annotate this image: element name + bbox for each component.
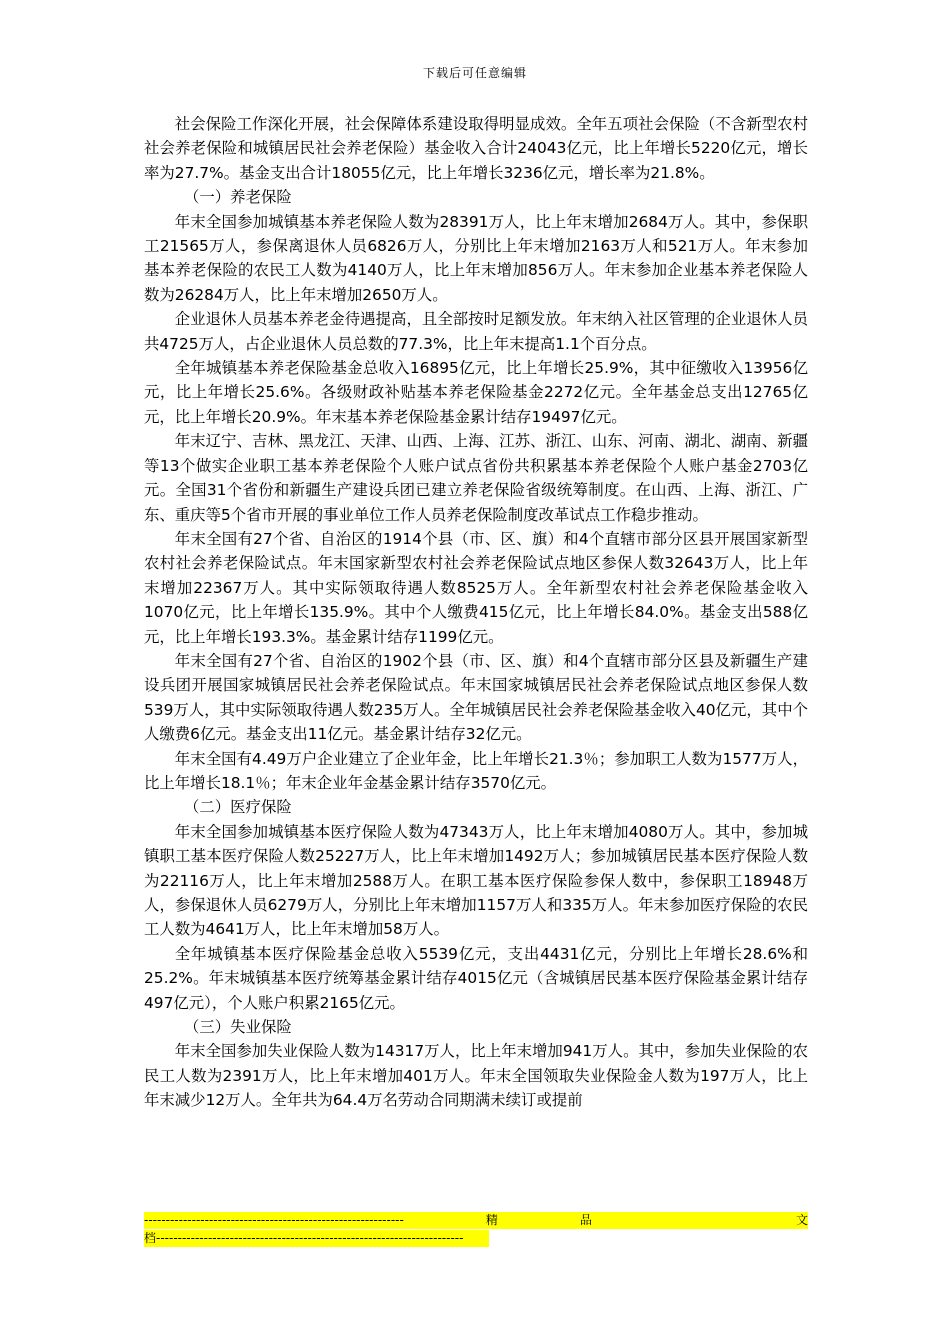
- paragraph: 年末全国参加城镇基本养老保险人数为28391万人，比上年末增加2684万人。其中，参保职工21565万人，参保离退休人员6826万人，分别比上年末增加2163万人和521万人。年末参加基本养老保险的农民工人数为4140万人，比上年末增加856万人。年末参加企业基本养老保险人数为26284万人，比上年末增加2650万人。: [144, 212, 808, 304]
- paragraph: 年末全国参加城镇基本医疗保险人数为47343万人，比上年末增加4080万人。其中，参加城镇职工基本医疗保险人数25227万人，比上年末增加1492万人；参加城镇居民基本医疗保险人数为22116万人，比上年末增加2588万人。在职工基本医疗保险参保人数中，参保职工18948万人，参保退休人员6279万人，分别比上年末增加1157万人和335万人。年末参加医疗保险的农民工人数为4641万人，比上年末增加58万人。: [144, 822, 808, 939]
- footer-char: 文: [795, 1213, 808, 1227]
- paragraph: 企业退休人员基本养老金待遇提高，且全部按时足额发放。年末纳入社区管理的企业退休人员共4725万人，占企业退休人员总数的77.3%，比上年末提高1.1个百分点。: [144, 310, 808, 353]
- section-heading-medical: （二）医疗保险: [184, 798, 292, 817]
- page-header: 下载后可任意编辑: [422, 66, 527, 80]
- paragraph-intro: 社会保险工作深化开展，社会保障体系建设取得明显成效。全年五项社会保险（不含新型农村社会养老保险和城镇居民社会养老保险）基金收入合计24043亿元，比上年增长5220亿元，增长率为27.7%。基金支出合计18055亿元，比上年增长3236亿元，增长率为21.8%。: [144, 115, 808, 182]
- footer-gap: [674, 1212, 714, 1229]
- paragraph: 年末全国有27个省、自治区的1902个县（市、区、旗）和4个直辖市部分区县及新疆生产建设兵团开展国家城镇居民社会养老保险试点。年末国家城镇居民社会养老保险试点地区参保人数539万人，其中实际领取待遇人数235万人。全年城镇居民社会养老保险基金收入40亿元，其中个人缴费6亿元。基金支出11亿元。基金累计结存32亿元。: [144, 651, 808, 744]
- footer-line-2: 档-----------------------------------------------------------------------: [144, 1230, 489, 1247]
- paragraph: 年末全国有27个省、自治区的1914个县（市、区、旗）和4个直辖市部分区县开展国家新型农村社会养老保险试点。年末国家新型农村社会养老保险试点地区参保人数32643万人，比上年末增加22367万人。其中实际领取待遇人数8525万人。全年新型农村社会养老保险基金收入1070亿元，比上年增长135.9%。其中个人缴费415亿元，比上年增长84.0%。基金支出588亿元，比上年增长193.3%。基金累计结存1199亿元。: [144, 529, 808, 646]
- paragraph: 全年城镇基本医疗保险基金总收入5539亿元，支出4431亿元，分别比上年增长28.6%和25.2%。年末城镇基本医疗统筹基金累计结存4015亿元（含城镇居民基本医疗保险基金累计结存497亿元），个人账户积累2165亿元。: [144, 944, 808, 1012]
- document-body: [144, 112, 808, 1113]
- footer-dashes: ------------------------------------------------------------: [144, 1213, 404, 1227]
- footer-char: 品: [579, 1213, 592, 1227]
- footer-char: 精: [485, 1213, 498, 1227]
- footer-watermark: [144, 1212, 808, 1247]
- paragraph: 年末辽宁、吉林、黑龙江、天津、山西、上海、江苏、浙江、山东、河南、湖北、湖南、新疆等13个做实企业职工基本养老保险个人账户试点省份共积累基本养老保险个人账户基金2703亿元。全国31个省份和新疆生产建设兵团已建立养老保险省级统筹制度。在山西、上海、浙江、广东、重庆等5个省市开展的事业单位工作人员养老保险制度改革试点工作稳步推动。: [144, 432, 808, 524]
- section-heading-pension: （一）养老保险: [184, 188, 292, 207]
- paragraph: 年末全国有4.49万户企业建立了企业年金，比上年增长21.3％；参加职工人数为1577万人，比上年增长18.1％；年末企业年金基金累计结存3570亿元。: [144, 749, 808, 792]
- section-heading-unemployment: （三）失业保险: [184, 1018, 292, 1037]
- footer-line-1: [144, 1212, 808, 1229]
- paragraph: 年末全国参加失业保险人数为14317万人，比上年末增加941万人。其中，参加失业保险的农民工人数为2391万人，比上年末增加401万人。年末全国领取失业保险金人数为197万人，比上年末减少12万人。全年共为64.4万名劳动合同期满未续订或提前: [144, 1042, 808, 1110]
- paragraph: 全年城镇基本养老保险基金总收入16895亿元，比上年增长25.9%，其中征缴收入13956亿元，比上年增长25.6%。各级财政补贴基本养老保险基金2272亿元。全年基金总支出12765亿元，比上年增长20.9%。年末基本养老保险基金累计结存19497亿元。: [144, 359, 808, 426]
